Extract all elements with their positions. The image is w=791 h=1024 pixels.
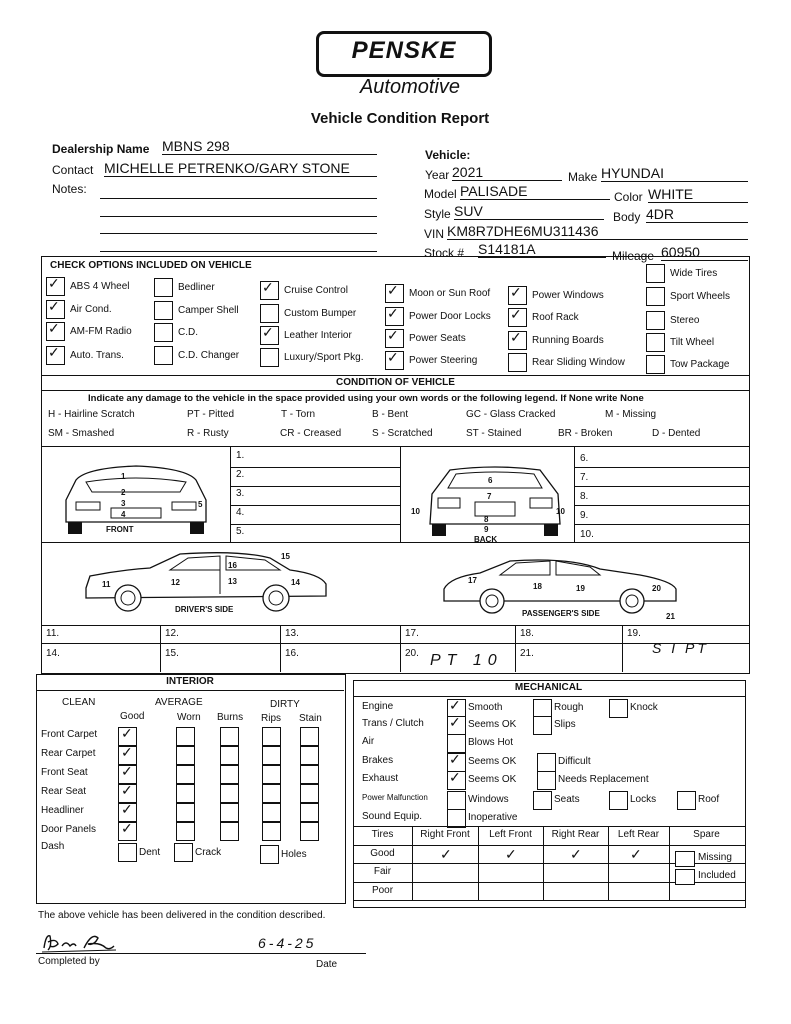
divider	[574, 524, 749, 525]
car-back-icon	[420, 460, 570, 540]
dash-crack-checkbox[interactable]	[174, 843, 193, 862]
custom-bumper-checkbox[interactable]	[260, 304, 279, 323]
power-windows-label: Windows	[468, 794, 509, 805]
divider	[230, 446, 231, 542]
signature-line[interactable]	[36, 953, 366, 954]
check-mark-icon: ✓	[510, 284, 522, 300]
car-front-icon	[56, 460, 216, 540]
check-mark-icon: ✓	[387, 327, 399, 343]
legend-item: D - Dented	[652, 428, 701, 439]
tire-row-poor: Poor	[371, 885, 394, 896]
signature-icon	[40, 928, 120, 956]
power-windows-checkbox[interactable]	[447, 791, 466, 810]
bedliner-label: Bedliner	[178, 282, 215, 293]
divider	[574, 486, 749, 487]
check-mark-icon: ✓	[48, 320, 60, 336]
tire-col-left-rear: Left Rear	[617, 829, 660, 840]
c-d-changer-label: C.D. Changer	[178, 350, 240, 361]
damage-line-5[interactable]: 5.	[236, 526, 245, 537]
door-panels-checkbox[interactable]	[176, 822, 195, 841]
divider	[230, 505, 400, 506]
check-mark-icon: ✓	[48, 275, 60, 291]
damage-cell[interactable]: 14.	[46, 648, 60, 659]
vin-field[interactable]: KM8R7DHE6MU311436	[447, 223, 748, 240]
driver-point-13: 13	[228, 577, 237, 586]
style-field[interactable]: SUV	[454, 203, 604, 220]
camper-shell-checkbox[interactable]	[154, 301, 173, 320]
check-mark-icon: ✓	[121, 801, 133, 817]
brakes-difficult-checkbox[interactable]	[537, 753, 556, 772]
model-label: Model	[424, 187, 457, 201]
back-point-10-right: 10	[556, 507, 565, 516]
check-mark-icon: ✓	[387, 282, 399, 298]
tilt-wheel-label: Tilt Wheel	[670, 337, 715, 348]
rear-carpet-checkbox[interactable]	[220, 746, 239, 765]
make-field[interactable]: HYUNDAI	[601, 165, 748, 182]
check-mark-icon: ✓	[121, 763, 133, 779]
check-mark-icon: ✓	[48, 298, 60, 314]
rear-carpet-label: Rear Carpet	[41, 748, 96, 759]
trans-slips-checkbox[interactable]	[533, 716, 552, 735]
spare-missing-checkbox[interactable]	[675, 851, 695, 867]
legend-item: R - Rusty	[187, 428, 229, 439]
front-point-4: 4	[121, 510, 126, 519]
legend-item: GC - Glass Cracked	[466, 409, 556, 420]
check-mark-icon: ✓	[48, 344, 60, 360]
bedliner-checkbox[interactable]	[154, 278, 173, 297]
power-seats-label: Seats	[554, 794, 580, 805]
legend-item: ST - Stained	[466, 428, 522, 439]
exhaust-needs-replacement-label: Needs Replacement	[558, 774, 649, 785]
back-point-10-left: 10	[411, 507, 420, 516]
c-d-checkbox[interactable]	[154, 323, 173, 342]
notes-line[interactable]	[100, 216, 377, 217]
running-boards-label: Running Boards	[532, 335, 604, 346]
body-label: Body	[613, 210, 641, 224]
power-seats-label: Power Seats	[409, 333, 466, 344]
tire-col-tires: Tires	[371, 829, 394, 840]
legend-item: T - Torn	[281, 409, 316, 420]
brakes-label: Brakes	[362, 755, 394, 766]
damage-cell[interactable]: 19.	[627, 628, 641, 639]
power-windows-label: Power Windows	[532, 290, 604, 301]
stereo-label: Stereo	[670, 315, 700, 326]
damage-line-7[interactable]: 7.	[580, 472, 589, 483]
engine-knock-label: Knock	[630, 702, 658, 713]
door-panels-checkbox[interactable]	[262, 822, 281, 841]
check-mark-icon: ✓	[262, 279, 274, 295]
divider	[574, 505, 749, 506]
mileage-label: Mileage	[612, 249, 655, 263]
rear-carpet-checkbox[interactable]	[176, 746, 195, 765]
dash-crack-label: Crack	[195, 847, 222, 858]
check-mark-icon: ✓	[440, 846, 452, 862]
vin-label: VIN	[424, 227, 445, 241]
trans-slips-label: Slips	[554, 719, 576, 730]
front-carpet-checkbox[interactable]	[220, 727, 239, 746]
notes-line[interactable]	[100, 198, 377, 199]
air-blows-hot-label: Blows Hot	[468, 737, 514, 748]
power-seats-checkbox[interactable]	[533, 791, 552, 810]
damage-line-3[interactable]: 3.	[236, 488, 245, 499]
divider	[280, 625, 281, 672]
legend-item: H - Hairline Scratch	[48, 409, 135, 420]
headliner-checkbox[interactable]	[300, 803, 319, 822]
divider	[41, 390, 749, 391]
legend-item: M - Missing	[605, 409, 657, 420]
auto-trans-label: Auto. Trans.	[70, 350, 124, 361]
tire-col-spare: Spare	[693, 829, 720, 840]
col-stain: Stain	[299, 713, 322, 724]
clean-label: CLEAN	[62, 697, 96, 708]
date-label: Date	[316, 959, 338, 970]
notes-line[interactable]	[100, 233, 377, 234]
tire-col-right-rear: Right Rear	[551, 829, 600, 840]
custom-bumper-label: Custom Bumper	[284, 308, 357, 319]
divider	[574, 467, 749, 468]
engine-knock-checkbox[interactable]	[609, 699, 628, 718]
power-roof-label: Roof	[698, 794, 720, 805]
check-mark-icon: ✓	[510, 329, 522, 345]
passenger-point-20: 20	[652, 584, 661, 593]
damage-line-9[interactable]: 9.	[580, 510, 589, 521]
divider	[515, 625, 516, 672]
interior-heading: INTERIOR	[166, 676, 214, 687]
passenger-point-18: 18	[533, 582, 542, 591]
front-seat-checkbox[interactable]	[176, 765, 195, 784]
divider	[400, 625, 401, 672]
color-field[interactable]: WHITE	[648, 186, 748, 203]
stock-label: Stock #	[424, 246, 465, 260]
divider	[230, 467, 400, 468]
check-mark-icon: ✓	[505, 846, 517, 862]
divider	[400, 446, 401, 542]
exhaust-needs-replacement-checkbox[interactable]	[537, 771, 556, 790]
passenger-side-label: PASSENGER'S SIDE	[522, 609, 600, 618]
check-mark-icon: ✓	[510, 306, 522, 322]
average-label: AVERAGE	[155, 697, 203, 708]
damage-line-1[interactable]: 1.	[236, 450, 245, 461]
dash-dent-checkbox[interactable]	[118, 843, 137, 862]
legend-item: PT - Pitted	[187, 409, 235, 420]
front-carpet-checkbox[interactable]	[300, 727, 319, 746]
col-worn: Worn	[177, 712, 201, 723]
driver-point-12: 12	[171, 578, 180, 587]
col-good: Good	[120, 711, 145, 722]
back-point-6: 6	[488, 476, 493, 485]
dealership-name-label: Dealership Name	[52, 142, 150, 156]
mechanical-heading: MECHANICAL	[514, 682, 583, 693]
back-point-8: 8	[484, 515, 489, 524]
mileage-field[interactable]: 60950	[661, 244, 748, 261]
sound-inoperative-label: Inoperative	[468, 812, 518, 823]
rear-seat-checkbox[interactable]	[220, 784, 239, 803]
legend-item: CR - Creased	[280, 428, 342, 439]
spare-missing-label: Missing	[698, 852, 732, 863]
headliner-label: Headliner	[41, 805, 84, 816]
front-view-label: FRONT	[106, 525, 134, 534]
damage-cell[interactable]: 20.	[405, 648, 419, 659]
legend-item: B - Bent	[372, 409, 409, 420]
body-field[interactable]: 4DR	[646, 206, 748, 223]
divider	[230, 486, 400, 487]
front-point-3: 3	[121, 499, 126, 508]
divider	[41, 643, 749, 644]
power-door-locks-label: Power Door Locks	[409, 311, 491, 322]
passenger-point-19: 19	[576, 584, 585, 593]
door-panels-checkbox[interactable]	[300, 822, 319, 841]
back-point-7: 7	[487, 492, 492, 501]
check-mark-icon: ✓	[387, 305, 399, 321]
driver-point-11: 11	[102, 580, 111, 589]
c-d-label: C.D.	[178, 327, 198, 338]
divider	[41, 375, 749, 376]
engine-smooth-label: Smooth	[468, 702, 503, 713]
brakes-seems-ok-label: Seems OK	[468, 756, 517, 767]
cruise-control-label: Cruise Control	[284, 285, 348, 296]
rear-seat-checkbox[interactable]	[262, 784, 281, 803]
dash-label: Dash	[41, 841, 65, 852]
col-rips: Rips	[261, 713, 282, 724]
dash-dent-label: Dent	[139, 847, 161, 858]
logo-automotive: Automotive	[359, 76, 461, 98]
divider	[41, 446, 749, 447]
front-seat-label: Front Seat	[41, 767, 88, 778]
luxury-sport-pkg-label: Luxury/Sport Pkg.	[284, 352, 364, 363]
damage-line-6[interactable]: 6.	[580, 453, 589, 464]
c-d-changer-checkbox[interactable]	[154, 346, 173, 365]
divider	[353, 696, 745, 697]
damage-cell[interactable]: 11.	[46, 628, 60, 639]
dash-holes-checkbox[interactable]	[260, 845, 279, 864]
condition-instruction: Indicate any damage to the vehicle in the space provided using your own words or the following legend. If None write None	[88, 393, 644, 404]
damage-line-8[interactable]: 8.	[580, 491, 589, 502]
front-carpet-checkbox[interactable]	[262, 727, 281, 746]
power-label: Power Malfunction	[362, 793, 428, 802]
trans-label: Trans / Clutch	[362, 718, 424, 729]
divider	[36, 690, 344, 691]
completed-by-label: Completed by	[38, 956, 100, 967]
divider	[353, 900, 745, 901]
check-mark-icon: ✓	[449, 751, 461, 767]
trans-seems-ok-label: Seems OK	[468, 719, 517, 730]
damage-cell[interactable]: 12.	[165, 628, 179, 639]
logo-penske: PENSKE	[351, 37, 457, 64]
damage-line-2[interactable]: 2.	[236, 469, 245, 480]
damage-cell[interactable]: 17.	[405, 628, 419, 639]
delivery-statement: The above vehicle has been delivered in the condition described.	[38, 910, 326, 921]
rear-seat-checkbox[interactable]	[176, 784, 195, 803]
options-heading: CHECK OPTIONS INCLUDED ON VEHICLE	[50, 260, 252, 271]
legend-item: SM - Smashed	[48, 428, 115, 439]
tilt-wheel-checkbox[interactable]	[646, 333, 665, 352]
divider	[574, 446, 575, 542]
check-mark-icon: ✓	[449, 714, 461, 730]
vehicle-heading: Vehicle:	[425, 148, 471, 162]
damage-line-4[interactable]: 4.	[236, 507, 245, 518]
tire-row-good: Good	[370, 848, 395, 859]
check-mark-icon: ✓	[387, 349, 399, 365]
check-mark-icon: ✓	[449, 769, 461, 785]
check-mark-icon: ✓	[262, 324, 274, 340]
damage-entry-20[interactable]: PT 10	[430, 652, 503, 669]
legend-item: BR - Broken	[558, 428, 613, 439]
front-seat-checkbox[interactable]	[262, 765, 281, 784]
check-mark-icon: ✓	[121, 782, 133, 798]
abs-4-wheel-label: ABS 4 Wheel	[70, 281, 130, 292]
front-seat-checkbox[interactable]	[300, 765, 319, 784]
power-locks-label: Locks	[630, 794, 657, 805]
tire-row-fair: Fair	[373, 866, 392, 877]
am-fm-radio-label: AM-FM Radio	[70, 326, 132, 337]
dash-holes-label: Holes	[281, 849, 307, 860]
driver-point-16: 16	[228, 561, 237, 570]
make-label: Make	[568, 170, 598, 184]
rear-carpet-checkbox[interactable]	[300, 746, 319, 765]
front-carpet-label: Front Carpet	[41, 729, 98, 740]
style-label: Style	[424, 207, 451, 221]
sport-wheels-label: Sport Wheels	[670, 291, 731, 302]
check-mark-icon: ✓	[121, 820, 133, 836]
model-field[interactable]: PALISADE	[460, 183, 610, 200]
tire-col-right-front: Right Front	[420, 829, 470, 840]
stereo-checkbox[interactable]	[646, 311, 665, 330]
color-label: Color	[614, 190, 643, 204]
dirty-label: DIRTY	[270, 699, 300, 710]
passenger-point-17: 17	[468, 576, 477, 585]
check-mark-icon: ✓	[570, 846, 582, 862]
car-passenger-side-icon	[440, 555, 680, 617]
front-carpet-checkbox[interactable]	[176, 727, 195, 746]
check-mark-icon: ✓	[449, 697, 461, 713]
sport-wheels-checkbox[interactable]	[646, 287, 665, 306]
brakes-difficult-label: Difficult	[558, 756, 591, 767]
front-point-1: 1	[121, 472, 126, 481]
spare-included-label: Included	[698, 870, 736, 881]
rear-seat-checkbox[interactable]	[300, 784, 319, 803]
power-locks-checkbox[interactable]	[609, 791, 628, 810]
condition-heading: CONDITION OF VEHICLE	[336, 377, 455, 388]
power-roof-checkbox[interactable]	[677, 791, 696, 810]
divider	[41, 625, 749, 626]
report-title: Vehicle Condition Report	[310, 110, 490, 127]
divider	[622, 625, 623, 672]
rear-sliding-window-label: Rear Sliding Window	[532, 357, 625, 368]
rear-seat-label: Rear Seat	[41, 786, 87, 797]
year-field[interactable]: 2021	[452, 164, 562, 181]
headliner-checkbox[interactable]	[262, 803, 281, 822]
driver-side-label: DRIVER'S SIDE	[175, 605, 234, 614]
back-point-9: 9	[484, 525, 489, 534]
passenger-point-21: 21	[666, 612, 675, 621]
year-label: Year	[425, 168, 450, 182]
check-mark-icon: ✓	[630, 846, 642, 862]
divider	[160, 625, 161, 672]
damage-entry-19[interactable]: S I PT	[652, 640, 709, 656]
check-mark-icon: ✓	[121, 744, 133, 760]
damage-cell[interactable]: 15.	[165, 648, 179, 659]
damage-line-10[interactable]: 10.	[580, 529, 594, 540]
tow-package-label: Tow Package	[670, 359, 730, 370]
luxury-sport-pkg-checkbox[interactable]	[260, 348, 279, 367]
notes-label: Notes:	[52, 182, 87, 196]
damage-cell[interactable]: 16.	[285, 648, 299, 659]
check-mark-icon: ✓	[121, 725, 133, 741]
back-view-label: BACK	[474, 535, 498, 544]
front-point-2: 2	[121, 488, 126, 497]
exhaust-seems-ok-label: Seems OK	[468, 774, 517, 785]
driver-point-14: 14	[291, 578, 300, 587]
damage-cell[interactable]: 13.	[285, 628, 299, 639]
roof-rack-label: Roof Rack	[532, 312, 579, 323]
engine-label: Engine	[362, 701, 394, 712]
leather-interior-label: Leather Interior	[284, 330, 352, 341]
sound-label: Sound Equip.	[362, 811, 423, 822]
contact-label: Contact	[52, 163, 94, 177]
headliner-checkbox[interactable]	[220, 803, 239, 822]
tire-col-left-front: Left Front	[489, 829, 532, 840]
power-steering-label: Power Steering	[409, 355, 478, 366]
rear-sliding-window-checkbox[interactable]	[508, 353, 527, 372]
rear-carpet-checkbox[interactable]	[262, 746, 281, 765]
spare-included-checkbox[interactable]	[675, 869, 695, 885]
legend-item: S - Scratched	[372, 428, 433, 439]
door-panels-checkbox[interactable]	[220, 822, 239, 841]
damage-cell[interactable]: 21.	[520, 648, 534, 659]
col-burns: Burns	[217, 712, 244, 723]
contact-field[interactable]: MICHELLE PETRENKO/GARY STONE	[104, 160, 377, 177]
front-point-5: 5	[198, 500, 203, 509]
door-panels-label: Door Panels	[41, 824, 97, 835]
camper-shell-label: Camper Shell	[178, 305, 239, 316]
damage-cell[interactable]: 18.	[520, 628, 534, 639]
driver-point-15: 15	[281, 552, 290, 561]
wide-tires-checkbox[interactable]	[646, 264, 665, 283]
tow-package-checkbox[interactable]	[646, 355, 665, 374]
front-seat-checkbox[interactable]	[220, 765, 239, 784]
engine-rough-label: Rough	[554, 702, 584, 713]
divider	[230, 524, 400, 525]
wide-tires-label: Wide Tires	[670, 268, 718, 279]
air-label: Air	[362, 736, 375, 747]
divider	[41, 542, 749, 543]
date-field[interactable]: 6-4-25	[258, 935, 317, 951]
stock-field[interactable]: S14181A	[478, 241, 606, 258]
air-cond-label: Air Cond.	[70, 304, 112, 315]
moon-or-sun-roof-label: Moon or Sun Roof	[409, 288, 491, 299]
dealership-name-field[interactable]: MBNS 298	[162, 138, 377, 155]
notes-line[interactable]	[100, 251, 377, 252]
exhaust-label: Exhaust	[362, 773, 399, 784]
headliner-checkbox[interactable]	[176, 803, 195, 822]
